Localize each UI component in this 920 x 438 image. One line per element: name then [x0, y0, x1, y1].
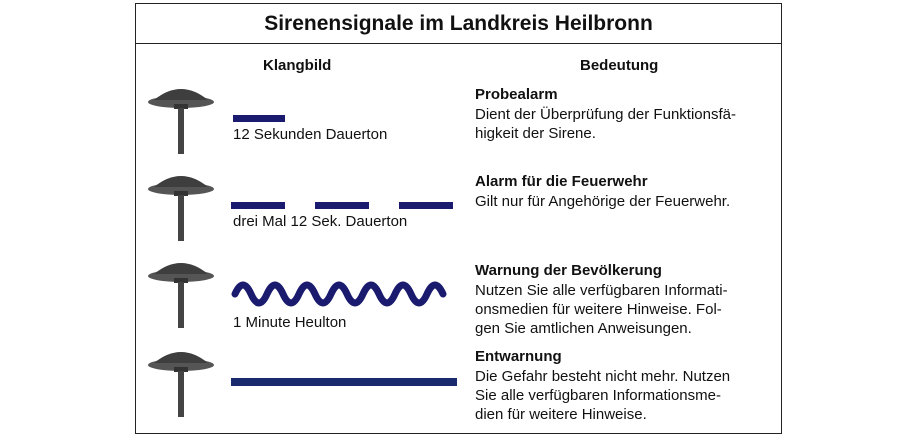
meaning-title: Warnung der Bevölkerung	[475, 262, 662, 279]
column-header-meaning: Bedeutung	[580, 57, 659, 74]
sound-label: 1 Minute Heulton	[233, 314, 347, 331]
column-header-sound: Klangbild	[263, 57, 332, 74]
meaning-title: Alarm für die Feuerwehr	[475, 173, 648, 190]
signal-wave	[231, 274, 461, 314]
sound-label: 12 Sekunden Dauerton	[233, 126, 388, 143]
meaning-text: Gilt nur für Angehörige der Feuerwehr.	[475, 193, 731, 210]
sound-label: drei Mal 12 Sek. Dauerton	[233, 213, 408, 230]
siren-icon	[146, 258, 216, 328]
page-title: Sirenensignale im Landkreis Heilbronn	[136, 4, 781, 44]
siren-icon	[146, 84, 216, 154]
meaning-title: Entwarnung	[475, 348, 562, 365]
signal-table	[135, 3, 782, 434]
meaning-title: Probealarm	[475, 86, 558, 103]
siren-icon	[146, 347, 216, 417]
signal-long-line	[231, 376, 461, 416]
meaning-text: Die Gefahr besteht nicht mehr. Nutzen Sie alle verfügbaren Informationsme- dien für weitere Hinweise.	[475, 368, 731, 423]
meaning-text: Nutzen Sie alle verfügbaren Informati- onsmedien für weitere Hinweise. Fol- gen Sie amtlichen Anweisungen.	[475, 282, 728, 337]
meaning-text: Dient der Überprüfung der Funktionsfä- higkeit der Sirene.	[475, 106, 736, 142]
siren-icon	[146, 171, 216, 241]
